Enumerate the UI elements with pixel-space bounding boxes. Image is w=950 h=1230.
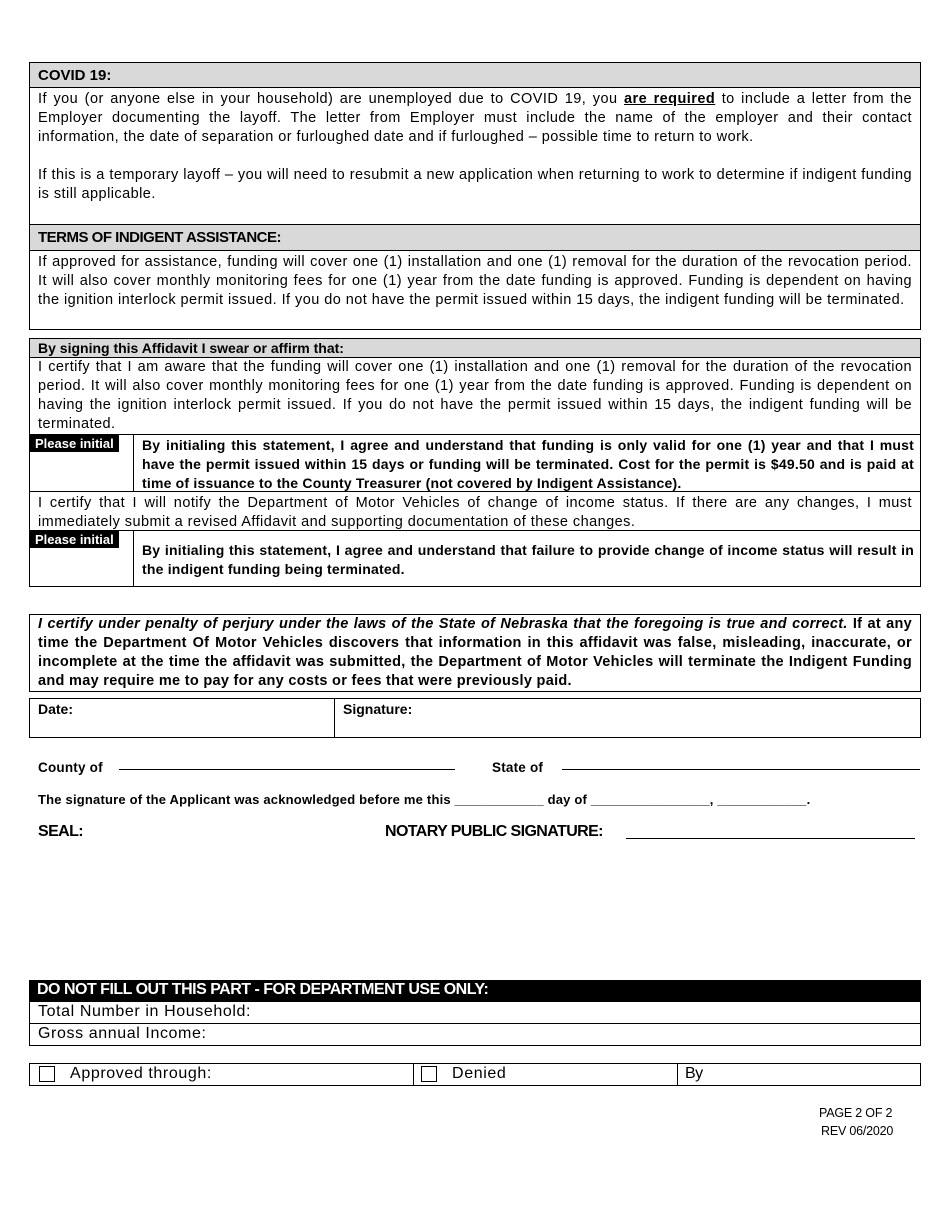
initial-row-1	[29, 434, 921, 492]
affidavit-text-1: I certify that I am aware that the funding will cover one (1) installation and one (1) removal for the duration of the revocation period. It will also cover monthly monitoring fees for one (1) year from the date funding is approved. Funding is dependent on having the ignition interlock permit issued. If you do not have the permit issued within 15 days, the indigent funding will be terminated.	[38, 359, 912, 432]
initial-text-1: By initialing this statement, I agree and understand that funding is only valid for one (1) year and that I must have the permit issued within 15 days or funding will be terminated. Cost for the permit is $49.50 and is paid at time of issuance to the County Treasurer (not covered by Indigent Assistance).	[142, 437, 914, 491]
date-label: Date:	[38, 701, 74, 717]
page-number: PAGE 2 OF 2	[819, 1106, 893, 1120]
terms-body	[29, 250, 921, 330]
dept-header	[29, 980, 921, 1002]
county-line[interactable]	[119, 769, 455, 770]
covid-body	[29, 87, 921, 224]
denied-label: Denied	[452, 1065, 507, 1082]
signature-field[interactable]	[335, 699, 920, 737]
initial-row-2	[29, 530, 921, 587]
household-label: Total Number in Household:	[38, 1003, 252, 1020]
affidavit-title: By signing this Affidavit I swear or affirm that:	[38, 340, 344, 356]
notary-label: NOTARY PUBLIC SIGNATURE:	[385, 823, 603, 840]
income-row	[29, 1023, 921, 1046]
certify-box	[29, 614, 921, 692]
dept-title: DO NOT FILL OUT THIS PART - FOR DEPARTMENT USE ONLY:	[37, 981, 489, 998]
covid-header	[29, 62, 921, 88]
terms-header	[29, 224, 921, 251]
decision-row	[29, 1063, 921, 1086]
state-label: State of	[492, 760, 544, 775]
state-line[interactable]	[562, 769, 920, 770]
household-row	[29, 1001, 921, 1024]
initial-box-1[interactable]	[30, 435, 134, 491]
terms-text: If approved for assistance, funding will cover one (1) installation and one (1) removal for the duration of the revocation period. It will also cover monthly monitoring fees for one (1) year from the date funding is approved. Funding is dependent on having the ignition interlock permit issued. If you do not have the permit issued within 15 days, the indigent funding will be terminated.	[38, 254, 912, 308]
approved-cell	[30, 1064, 414, 1085]
affidavit-header	[29, 338, 921, 358]
date-signature-row	[29, 698, 921, 738]
initial-label-1: Please initial	[30, 435, 119, 452]
covid-paragraph-1: If you (or anyone else in your household) are unemployed due to COVID 19, you are required to include a letter from the Employer documenting the layoff. The letter from Employer must include the name of the employer and their contact information, the date of separation or furloughed date and if furloughed – possible time to return to work.	[38, 91, 912, 145]
denied-checkbox[interactable]	[421, 1066, 437, 1082]
signature-label: Signature:	[343, 701, 413, 717]
denied-cell	[414, 1064, 678, 1085]
by-cell[interactable]	[678, 1064, 920, 1085]
by-label: By	[685, 1065, 703, 1082]
affidavit-body-1	[29, 357, 921, 434]
seal-label: SEAL:	[38, 823, 84, 840]
affidavit-text-2: I certify that I will notify the Department of Motor Vehicles of change of income status. If there are any changes, I must immediately submit a revised Affidavit and supporting documentation of these changes.	[38, 495, 912, 530]
county-label: County of	[38, 760, 103, 775]
initial-box-2[interactable]	[30, 531, 134, 586]
certify-text: I certify under penalty of perjury under the laws of the State of Nebraska that the foregoing is true and correct. If at any time the Department Of Motor Vehicles discovers that information in this affidavit was false, misleading, inaccurate, or incomplete at the time the affidavit was submitted, the Department of Motor Vehicles will terminate the Indigent Funding and may require me to pay for any costs or fees that were previously paid.	[38, 616, 912, 689]
certify-italic: I certify under penalty of perjury under the laws of the State of Nebraska that the foregoing is true and correct.	[38, 616, 848, 632]
revision: REV 06/2020	[821, 1124, 894, 1138]
approved-label: Approved through:	[70, 1065, 212, 1082]
initial-text-2: By initialing this statement, I agree and understand that failure to provide change of income status will result in the indigent funding being terminated.	[142, 542, 914, 577]
initial-label-2: Please initial	[30, 531, 119, 548]
income-label: Gross annual Income:	[38, 1025, 207, 1042]
covid-title: COVID 19:	[38, 67, 112, 84]
notary-signature-line[interactable]	[626, 838, 915, 839]
date-field[interactable]	[30, 699, 335, 737]
terms-title: TERMS OF INDIGENT ASSISTANCE:	[38, 229, 282, 246]
affidavit-body-2	[29, 491, 921, 531]
required-emphasis: are required	[623, 91, 716, 107]
approved-checkbox[interactable]	[39, 1066, 55, 1082]
acknowledgment-text: The signature of the Applicant was acknowledged before me this ____________ day of ________________, ____________.	[38, 792, 811, 807]
covid-paragraph-2: If this is a temporary layoff – you will need to resubmit a new application when returning to work to determine if indigent funding is still applicable.	[38, 167, 912, 202]
